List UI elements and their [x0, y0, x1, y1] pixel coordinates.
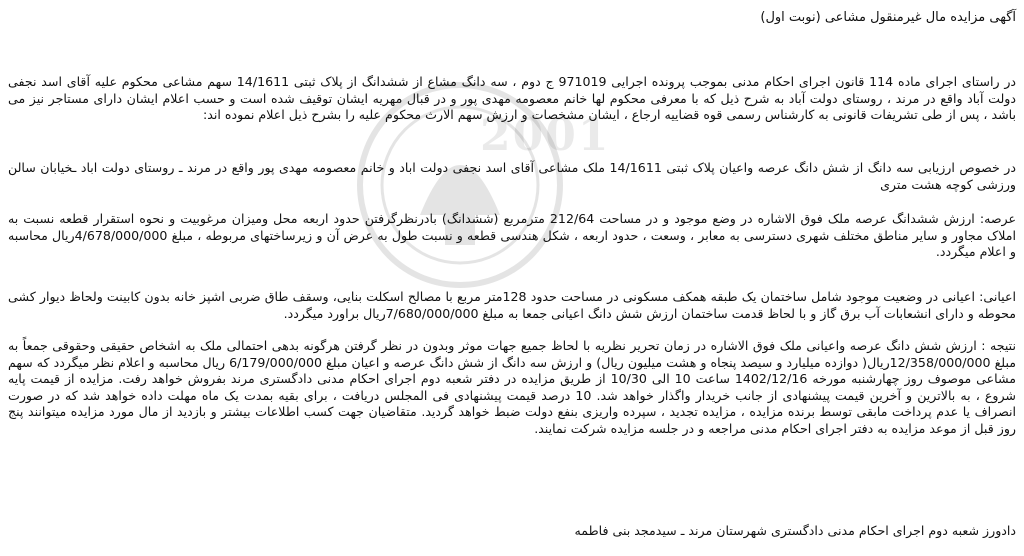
intro-paragraph: در راستای اجرای ماده 114 قانون اجرای احکام مدنی بموجب پرونده اجرایی 971019 ج دوم ، سه دانگ مشاع از ششدانگ از پلاک ثبتی 14/1611 سهم مشاعی محکوم علیه آقای اسد نجفی دولت آباد واقع در مرند ، روستای دولت آباد به شرح ذیل که با معرفی محکوم لها خانم معصومه مهدی پور و در قبال مهریه ایشان توقیف شده است و حسب اعلام ایشان دارای مستاجر نیز می باشد ، پس از طی تشریفات قانونی به کارشناس رسمی قوه قضاییه ارجاع ، ایشان مشخصات و ارزش سهم الارث محکوم علیه را بشرح ذیل اعلام نموده اند:: [8, 74, 1017, 122]
conclusion-paragraph: نتیجه : ارزش شش دانگ عرصه واعیانی ملک فوق الاشاره در زمان تحریر نظریه با لحاظ جمیع جهات موثر وبدون در نظر گرفتن هرگونه بدهی احتمالی ملک به اشخاص حقیقی وحقوقی جمعاً به مبلغ 12/358/000/000ریال( دوازده میلیارد و سیصد پنجاه و هشت میلیون ریال) و ارزش سه دانگ از شش دانگ عرصه و اعیان مبلغ 6/179/000/000 ریال محاسبه و اعلام نظر میگردد که سهم مشاعی موصوف روز چهارشنبه مورخه 1402/12/16 ساعت 10 الی 10/30 از طریق مزایده در دفتر شعبه دوم اجرای احکام مدنی دادگستری مرند بفروش خواهد رفت. مزایده از قیمت پایه شروع ، به بالاترین و آخرین قیمت پیشنهادی از جانب خریدار واگذار خواهد شد. 10 درصد قیمت پیشنهادی فی المجلس دریافت ، برای بقیه بمدت یک ماه مهلت داده خواهد شد که در صورت انصراف یا عدم پرداخت مابقی توسط برنده مزایده ، مزایده تجدید ، سپرده واریزی بنفع دولت ضبط خواهد گردید. متقاضیان جهت کسب اطلاعات بیشتر و بازدید از مال مورد مزایده میتوانند پنج روز قبل از موعد مزایده به دفتر اجرای احکام مدنی مراجعه و در جلسه مزایده شرکت نمایند.: [8, 338, 1016, 436]
valuation-scope-paragraph: در خصوص ارزیابی سه دانگ از شش دانگ عرصه واعیان پلاک ثبتی 14/1611 ملک مشاعی آقای اسد نجفی دولت اباد و خانم معصومه مهدی پور واقع در مرند ـ روستای دولت اباد ـخیابان سالن ورزشی کوچه هشت متری: [8, 160, 1017, 192]
watermark-text: 2001: [480, 110, 611, 161]
building-value-paragraph: اعیانی: اعیانی در وضعیت موجود شامل ساختمان یک طبقه همکف مسکونی در مساحت حدود 128متر مربع با مصالح اسکلت بنایی، وسقف طاق ضربی اشپز خانه بدون کابینت ولحاظ دیوار کشی محوطه و دارای انشعابات آب برق گاز و با لحاظ قدمت ساختمان ارزش شش دانگ اعیانی جمعا به مبلغ 7/680/000/000ریال براورد میگردد.: [8, 289, 1016, 321]
land-value-paragraph: عرصه: ارزش ششدانگ عرصه ملک فوق الاشاره در وضع موجود و در مساحت 212/64 مترمربع (ششدانگ) بادرنظرگرفتن حدود اربعه محل ومیزان مرغوبیت و نحوه استقرار قطعه نسبت به املاک مجاور و سایر مناطق مختلف شهری دسترسی به معابر ، وسعت ، حدود اربعه ، شکل هندسی قطعه و نسبت طول به عرض آن و زیرساختهای مربوطه ، مبلغ 4/678/000/000ریال محاسبه و اعلام میگردد.: [8, 211, 1016, 259]
signature-line: دادورز شعبه دوم اجرای احکام مدنی دادگستری شهرستان مرند ـ سیدمجد بنی فاطمه: [574, 523, 1016, 538]
notice-title: آگهی مزایده مال غیرمنقول مشاعی (نوبت اول): [760, 10, 1016, 25]
